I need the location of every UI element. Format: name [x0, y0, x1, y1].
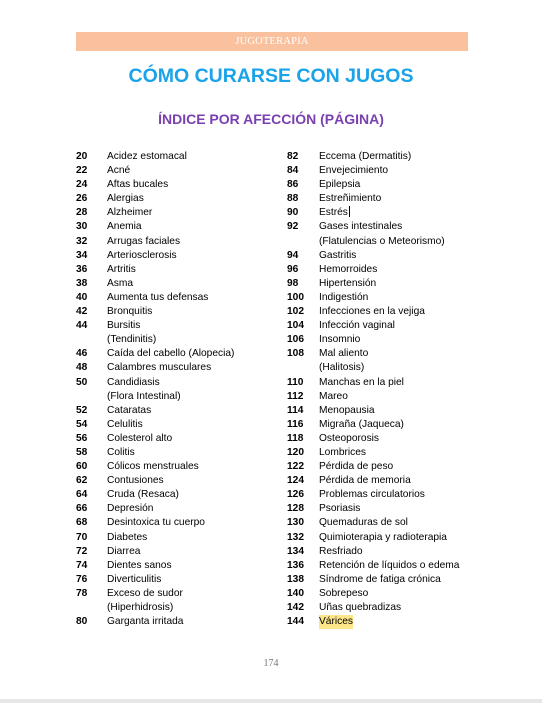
entry-title: Sobrepeso	[319, 587, 369, 599]
index-entry	[76, 277, 234, 291]
entry-title: (Hiperhidrosis)	[107, 602, 174, 613]
index-entry	[287, 615, 459, 629]
entry-title: Colitis	[107, 446, 135, 458]
entry-title: Desintoxica tu cuerpo	[107, 517, 205, 529]
running-header: JUGOTERAPIA	[76, 32, 468, 51]
entry-title: Pérdida de peso	[319, 461, 394, 473]
index-entry	[76, 178, 234, 192]
entry-page-number: 114	[287, 404, 304, 416]
entry-page-number: 94	[287, 249, 299, 261]
entry-title: Acidez estomacal	[107, 151, 187, 162]
index-entry	[287, 164, 459, 178]
entry-title: Hipertensión	[319, 277, 377, 289]
entry-title: Pérdida de memoria	[319, 475, 411, 487]
index-entry	[76, 573, 234, 587]
entry-page-number: 128	[287, 503, 304, 515]
entry-title: Problemas circulatorios	[319, 489, 425, 501]
entry-page-number	[287, 361, 319, 375]
entry-page-number: 54	[76, 418, 88, 430]
entry-page-number: 46	[76, 348, 88, 360]
entry-title: Aftas bucales	[107, 179, 169, 191]
entry-page-number: 112	[287, 390, 304, 402]
entry-title: Asma	[107, 277, 134, 289]
index-entry	[287, 291, 459, 305]
entry-page-number: 58	[76, 446, 88, 458]
index-entry	[76, 404, 234, 418]
entry-page-number: 66	[76, 503, 88, 515]
entry-title: Cataratas	[107, 404, 152, 416]
entry-page-number: 48	[76, 362, 88, 374]
index-entry	[287, 347, 459, 361]
entry-page-number: 28	[76, 207, 88, 219]
index-entry	[287, 235, 459, 249]
entry-page-number: 100	[287, 291, 304, 303]
entry-page-number	[76, 390, 107, 404]
index-column-right	[287, 150, 459, 629]
index-entry	[287, 390, 459, 404]
entry-page-number: 104	[287, 320, 304, 332]
entry-page-number: 74	[76, 559, 88, 571]
entry-page-number: 42	[76, 306, 88, 318]
entry-title: Quimioterapia y radioterapia	[319, 531, 447, 543]
entry-page-number: 90	[287, 207, 299, 219]
entry-title: Candidiasis	[107, 376, 160, 388]
index-entry	[76, 601, 234, 615]
entry-page-number: 50	[76, 376, 88, 388]
entry-page-number: 118	[287, 432, 304, 444]
entry-page-number: 38	[76, 277, 88, 289]
index-entry	[287, 277, 459, 291]
index-entry	[287, 319, 459, 333]
entry-page-number: 78	[76, 587, 88, 599]
index-entry	[76, 474, 234, 488]
page-subtitle: ÍNDICE POR AFECCIÓN (PÁGINA)	[158, 111, 384, 127]
entry-page-number: 136	[287, 559, 304, 571]
index-entry	[287, 573, 459, 587]
entry-title: (Flora Intestinal)	[107, 390, 181, 402]
entry-title: Bursitis	[107, 320, 141, 332]
index-entry	[76, 220, 234, 234]
entry-title: Insomnio	[319, 334, 361, 346]
entry-page-number: 40	[76, 291, 88, 303]
entry-page-number: 132	[287, 531, 304, 543]
entry-page-number: 110	[287, 376, 304, 388]
entry-title: (Tendinitis)	[107, 334, 157, 346]
index-entry	[76, 319, 234, 333]
entry-title: Várices	[319, 615, 353, 629]
index-entry	[76, 432, 234, 446]
entry-title: Caída del cabello (Alopecia)	[107, 348, 235, 360]
entry-page-number: 22	[76, 165, 88, 177]
entry-page-number: 52	[76, 404, 88, 416]
index-entry	[76, 235, 234, 249]
entry-title: Uñas quebradizas	[319, 602, 402, 613]
index-entry	[287, 587, 459, 601]
index-entry	[76, 361, 234, 375]
index-entry	[76, 446, 234, 460]
entry-title: Depresión	[107, 503, 154, 515]
entry-title: Estreñimiento	[319, 193, 382, 205]
entry-page-number: 130	[287, 517, 304, 529]
entry-title: Estrés	[319, 207, 348, 219]
entry-page-number: 120	[287, 446, 304, 458]
index-entry	[287, 249, 459, 263]
page-title: CÓMO CURARSE CON JUGOS	[128, 65, 414, 87]
entry-title: Colesterol alto	[107, 432, 173, 444]
index-entry	[287, 376, 459, 390]
entry-page-number: 30	[76, 221, 88, 233]
entry-title: Diabetes	[107, 531, 148, 543]
entry-page-number: 106	[287, 334, 304, 346]
index-entry	[287, 432, 459, 446]
entry-page-number: 122	[287, 461, 304, 473]
index-entry	[287, 531, 459, 545]
index-entry	[76, 291, 234, 305]
entry-page-number: 126	[287, 489, 304, 501]
entry-title: Eccema (Dermatitis)	[319, 151, 412, 162]
entry-title: Envejecimiento	[319, 165, 389, 177]
entry-title: Gases intestinales	[319, 221, 403, 233]
entry-page-number: 108	[287, 348, 304, 360]
page-number: 174	[263, 658, 279, 669]
index-entry	[76, 333, 234, 347]
entry-title: Cólicos menstruales	[107, 461, 199, 473]
index-entry	[76, 559, 234, 573]
entry-page-number: 96	[287, 263, 299, 275]
entry-title: Contusiones	[107, 475, 164, 487]
entry-page-number: 44	[76, 320, 88, 332]
entry-page-number: 76	[76, 573, 88, 585]
entry-page-number: 134	[287, 545, 304, 557]
text-cursor	[349, 206, 350, 217]
index-entry	[287, 305, 459, 319]
index-entry	[76, 460, 234, 474]
index-entry	[287, 263, 459, 277]
entry-title: Mareo	[319, 390, 348, 402]
index-entry	[287, 545, 459, 559]
index-entry	[76, 192, 234, 206]
entry-page-number: 24	[76, 179, 88, 191]
entry-title: Bronquitis	[107, 306, 153, 318]
entry-page-number: 102	[287, 306, 304, 318]
entry-page-number: 70	[76, 531, 88, 543]
entry-page-number: 82	[287, 151, 299, 162]
index-entry	[76, 150, 234, 164]
entry-title: Calambres musculares	[107, 362, 212, 374]
index-entry	[76, 347, 234, 361]
entry-page-number: 88	[287, 193, 299, 205]
entry-page-number: 62	[76, 475, 88, 487]
entry-page-number: 32	[76, 235, 88, 247]
entry-page-number	[287, 235, 319, 249]
entry-title: Mal aliento	[319, 348, 369, 360]
index-entry	[287, 488, 459, 502]
entry-title: Hemorroides	[319, 263, 378, 275]
entry-title: Quemaduras de sol	[319, 517, 408, 529]
index-entry	[287, 150, 459, 164]
index-entry	[76, 531, 234, 545]
entry-page-number: 86	[287, 179, 299, 191]
entry-title: Lombrices	[319, 446, 366, 458]
entry-page-number	[76, 601, 107, 615]
entry-page-number: 60	[76, 461, 88, 473]
entry-title: Manchas en la piel	[319, 376, 404, 388]
index-entry	[287, 192, 459, 206]
index-entry	[76, 516, 234, 530]
entry-title: Osteoporosis	[319, 432, 380, 444]
entry-page-number: 68	[76, 517, 88, 529]
entry-page-number: 20	[76, 151, 88, 162]
entry-page-number	[76, 333, 107, 347]
entry-title: Exceso de sudor	[107, 587, 183, 599]
entry-title: Psoriasis	[319, 503, 361, 515]
index-entry	[287, 220, 459, 234]
entry-page-number: 34	[76, 249, 88, 261]
index-entry	[287, 502, 459, 516]
entry-title: Migraña (Jaqueca)	[319, 418, 404, 430]
entry-title: Anemia	[107, 221, 142, 233]
entry-title: Aumenta tus defensas	[107, 291, 209, 303]
page-bottom-edge	[0, 699, 542, 703]
entry-title: Retención de líquidos o edema	[319, 559, 460, 571]
index-entry	[287, 206, 459, 220]
entry-page-number: 64	[76, 489, 88, 501]
index-entry	[287, 418, 459, 432]
index-entry	[76, 390, 234, 404]
index-entry	[287, 516, 459, 530]
entry-page-number: 56	[76, 432, 88, 444]
entry-page-number: 72	[76, 545, 88, 557]
index-entry	[76, 263, 234, 277]
entry-title: Infecciones en la vejiga	[319, 306, 425, 318]
index-entry	[76, 206, 234, 220]
entry-page-number: 124	[287, 475, 304, 487]
entry-title: Arrugas faciales	[107, 235, 181, 247]
entry-title: Epilepsia	[319, 179, 361, 191]
entry-title: Menopausia	[319, 404, 375, 416]
index-entry	[76, 164, 234, 178]
entry-page-number: 138	[287, 573, 304, 585]
index-entry	[287, 474, 459, 488]
entry-page-number: 80	[76, 616, 88, 628]
entry-title: (Halitosis)	[319, 362, 365, 374]
index-entry	[76, 502, 234, 516]
index-entry	[287, 460, 459, 474]
entry-title: Resfriado	[319, 545, 363, 557]
entry-title: Alergias	[107, 193, 144, 205]
entry-title: Síndrome de fatiga crónica	[319, 573, 441, 585]
index-entry	[287, 404, 459, 418]
index-column-left	[76, 150, 234, 629]
index-entry	[76, 376, 234, 390]
entry-page-number: 144	[287, 616, 304, 628]
index-entry	[287, 178, 459, 192]
entry-title: Garganta irritada	[107, 616, 184, 628]
index-entry	[287, 559, 459, 573]
entry-page-number: 140	[287, 587, 304, 599]
entry-title: Gastritis	[319, 249, 357, 261]
entry-page-number: 142	[287, 602, 304, 613]
entry-page-number: 98	[287, 277, 299, 289]
entry-title: Alzheimer	[107, 207, 153, 219]
index-entry	[76, 305, 234, 319]
entry-title: Arteriosclerosis	[107, 249, 177, 261]
entry-title: Diverticulitis	[107, 573, 162, 585]
entry-page-number: 116	[287, 418, 304, 430]
index-entry	[76, 545, 234, 559]
entry-page-number: 36	[76, 263, 88, 275]
entry-page-number: 92	[287, 221, 299, 233]
index-entry	[76, 615, 234, 629]
entry-page-number: 84	[287, 165, 299, 177]
index-entry	[76, 418, 234, 432]
entry-title: Cruda (Resaca)	[107, 489, 179, 501]
entry-title: Infección vaginal	[319, 320, 395, 332]
entry-page-number: 26	[76, 193, 88, 205]
index-entry	[287, 333, 459, 347]
entry-title: Dientes sanos	[107, 559, 172, 571]
index-entry	[76, 249, 234, 263]
entry-title: Diarrea	[107, 545, 141, 557]
index-entry	[287, 361, 459, 375]
entry-title: Artritis	[107, 263, 136, 275]
index-entry	[287, 601, 459, 615]
entry-title: Indigestión	[319, 291, 369, 303]
entry-title: Celulitis	[107, 418, 143, 430]
index-entry	[76, 488, 234, 502]
index-entry	[287, 446, 459, 460]
entry-title: Acné	[107, 165, 131, 177]
index-entry	[76, 587, 234, 601]
entry-title: (Flatulencias o Meteorismo)	[319, 235, 445, 247]
